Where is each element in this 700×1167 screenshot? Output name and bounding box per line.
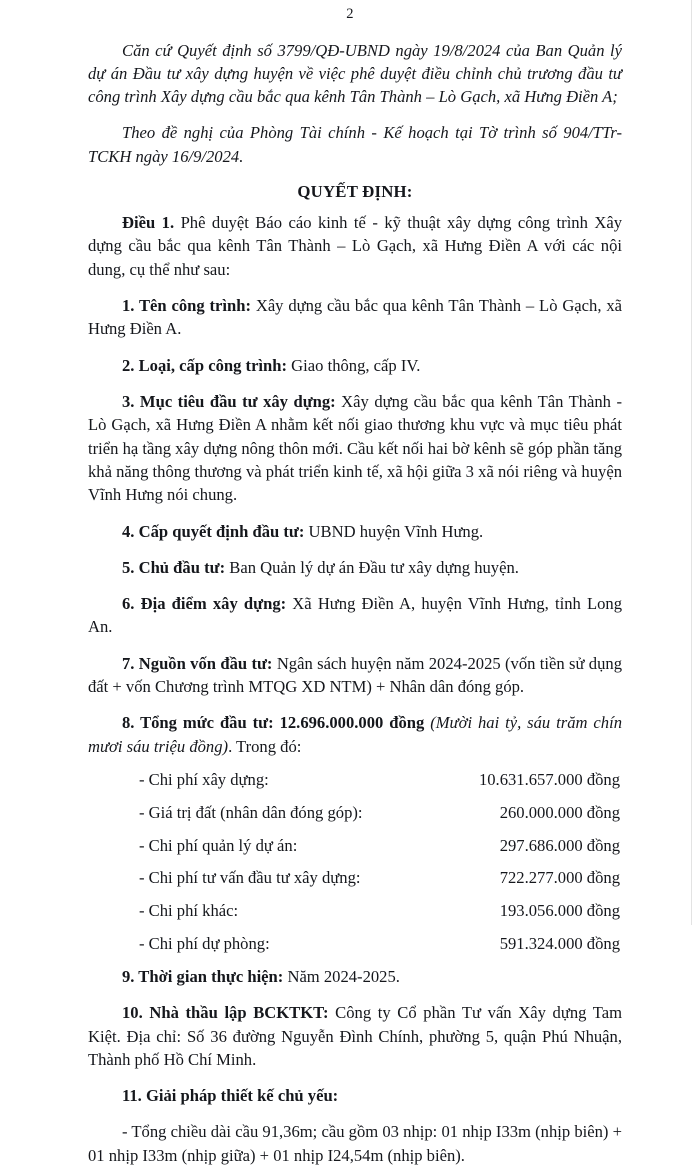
item-value: Năm 2024-2025.: [283, 967, 400, 986]
decision-heading: QUYẾT ĐỊNH:: [88, 182, 622, 202]
cost-value: 260.000.000 đồng: [500, 801, 620, 824]
item-label: 7. Nguồn vốn đầu tư:: [122, 654, 272, 673]
cost-label: - Chi phí khác:: [139, 899, 238, 922]
item-value: Công ty Cổ phần Tư vấn Xây dựng Tam Kiệt. Địa chỉ: Số 36 đường Nguyễn Đình Chính, phường 5, quận Phú Nhuận, Thành phố Hồ Chí Minh.: [88, 1003, 622, 1069]
item-loai-cap-cong-trinh: [88, 354, 622, 377]
item-dia-diem-xay-dung: [88, 592, 622, 639]
item-chu-dau-tu: [88, 556, 622, 579]
item-giai-phap-thiet-ke-heading: 11. Giải pháp thiết kế chủ yếu:: [88, 1084, 622, 1107]
item-label: 4. Cấp quyết định đầu tư:: [122, 522, 304, 541]
cost-value: 297.686.000 đồng: [500, 834, 620, 857]
cost-row: [88, 834, 622, 857]
cost-label: - Chi phí dự phòng:: [139, 932, 270, 955]
cost-label: - Chi phí tư vấn đầu tư xây dựng:: [139, 866, 360, 889]
page-number: 2: [0, 0, 700, 22]
item-nha-thau-lap-bcktkt: [88, 1001, 622, 1071]
total-investment-amount: 12.696.000.000 đồng: [274, 713, 425, 732]
cost-row: [88, 899, 622, 922]
item-value: Ngân sách huyện năm 2024-2025 (vốn tiền sử dụng đất + vốn Chương trình MTQG XD NTM) + Nhân dân đóng góp.: [88, 654, 622, 696]
item-nguon-von-dau-tu: [88, 652, 622, 699]
cost-row: [88, 768, 622, 791]
item-cap-quyet-dinh-dau-tu: [88, 520, 622, 543]
total-investment-suffix: . Trong đó:: [228, 737, 301, 756]
item-tong-muc-dau-tu: [88, 711, 622, 758]
cost-value: 591.324.000 đồng: [500, 932, 620, 955]
item-thoi-gian-thuc-hien: [88, 965, 622, 988]
cost-value: 193.056.000 đồng: [500, 899, 620, 922]
item-ten-cong-trinh: [88, 294, 622, 341]
cost-row: [88, 801, 622, 824]
cost-label: - Chi phí quản lý dự án:: [139, 834, 297, 857]
article-1-label: Điều 1.: [122, 213, 174, 232]
document-body: [0, 39, 700, 1167]
item-value: Giao thông, cấp IV.: [287, 356, 420, 375]
item-label: 1. Tên công trình:: [122, 296, 251, 315]
item-value: Xây dựng cầu bắc qua kênh Tân Thành - Lò Gạch, xã Hưng Điền A nhằm kết nối giao thương khu vực và mục tiêu phát triển hạ tầng xây dựng nông thôn mới. Cầu kết nối hai bờ kênh sẽ góp phần tăng khả năng thông thương và phát triển kinh tế, xã hội giữa 3 xã nói riêng và huyện Vĩnh Hưng nói chung.: [88, 392, 622, 504]
item-value: Xã Hưng Điền A, huyện Vĩnh Hưng, tỉnh Long An.: [88, 594, 622, 636]
cost-label: - Giá trị đất (nhân dân đóng góp):: [139, 801, 363, 824]
page-edge: [691, 0, 692, 925]
cost-breakdown-list: [88, 768, 622, 955]
cost-row: [88, 866, 622, 889]
cost-row: [88, 932, 622, 955]
item-label: 10. Nhà thầu lập BCKTKT:: [122, 1003, 329, 1022]
item-label: 3. Mục tiêu đầu tư xây dựng:: [122, 392, 336, 411]
cost-value: 722.277.000 đồng: [500, 866, 620, 889]
item-value: Xây dựng cầu bắc qua kênh Tân Thành – Lò Gạch, xã Hưng Điền A.: [88, 296, 622, 338]
item-giai-phap-thiet-ke-detail: - Tổng chiều dài cầu 91,36m; cầu gồm 03 nhịp: 01 nhịp I33m (nhịp biên) + 01 nhịp I33m (nhịp giữa) + 01 nhịp I24,54m (nhịp biên).: [88, 1120, 622, 1167]
article-1: [88, 211, 622, 281]
item-value: UBND huyện Vĩnh Hưng.: [304, 522, 483, 541]
item-label: 6. Địa điểm xây dựng:: [122, 594, 286, 613]
preamble-can-cu: Căn cứ Quyết định số 3799/QĐ-UBND ngày 19/8/2024 của Ban Quản lý dự án Đầu tư xây dựng huyện về việc phê duyệt điều chỉnh chủ trương đầu tư công trình Xây dựng cầu bắc qua kênh Tân Thành – Lò Gạch, xã Hưng Điền A;: [88, 39, 622, 109]
item-value: Ban Quản lý dự án Đầu tư xây dựng huyện.: [225, 558, 519, 577]
item-label: 2. Loại, cấp công trình:: [122, 356, 287, 375]
cost-label: - Chi phí xây dựng:: [139, 768, 269, 791]
article-1-body: Phê duyệt Báo cáo kinh tế - kỹ thuật xây dựng công trình Xây dựng cầu bắc qua kênh Tân Thành – Lò Gạch, xã Hưng Điền A với các nội dung, cụ thể như sau:: [88, 213, 622, 279]
item-muc-tieu-dau-tu: [88, 390, 622, 507]
preamble-theo-de-nghi: Theo đề nghị của Phòng Tài chính - Kế hoạch tại Tờ trình số 904/TTr-TCKH ngày 16/9/2024.: [88, 121, 622, 168]
item-label: 5. Chủ đầu tư:: [122, 558, 225, 577]
item-label: 9. Thời gian thực hiện:: [122, 967, 283, 986]
cost-value: 10.631.657.000 đồng: [479, 768, 620, 791]
total-investment-label: 8. Tổng mức đầu tư:: [122, 713, 274, 732]
total-investment-words: (Mười hai tỷ, sáu trăm chín mươi sáu triệu đồng): [88, 713, 622, 755]
